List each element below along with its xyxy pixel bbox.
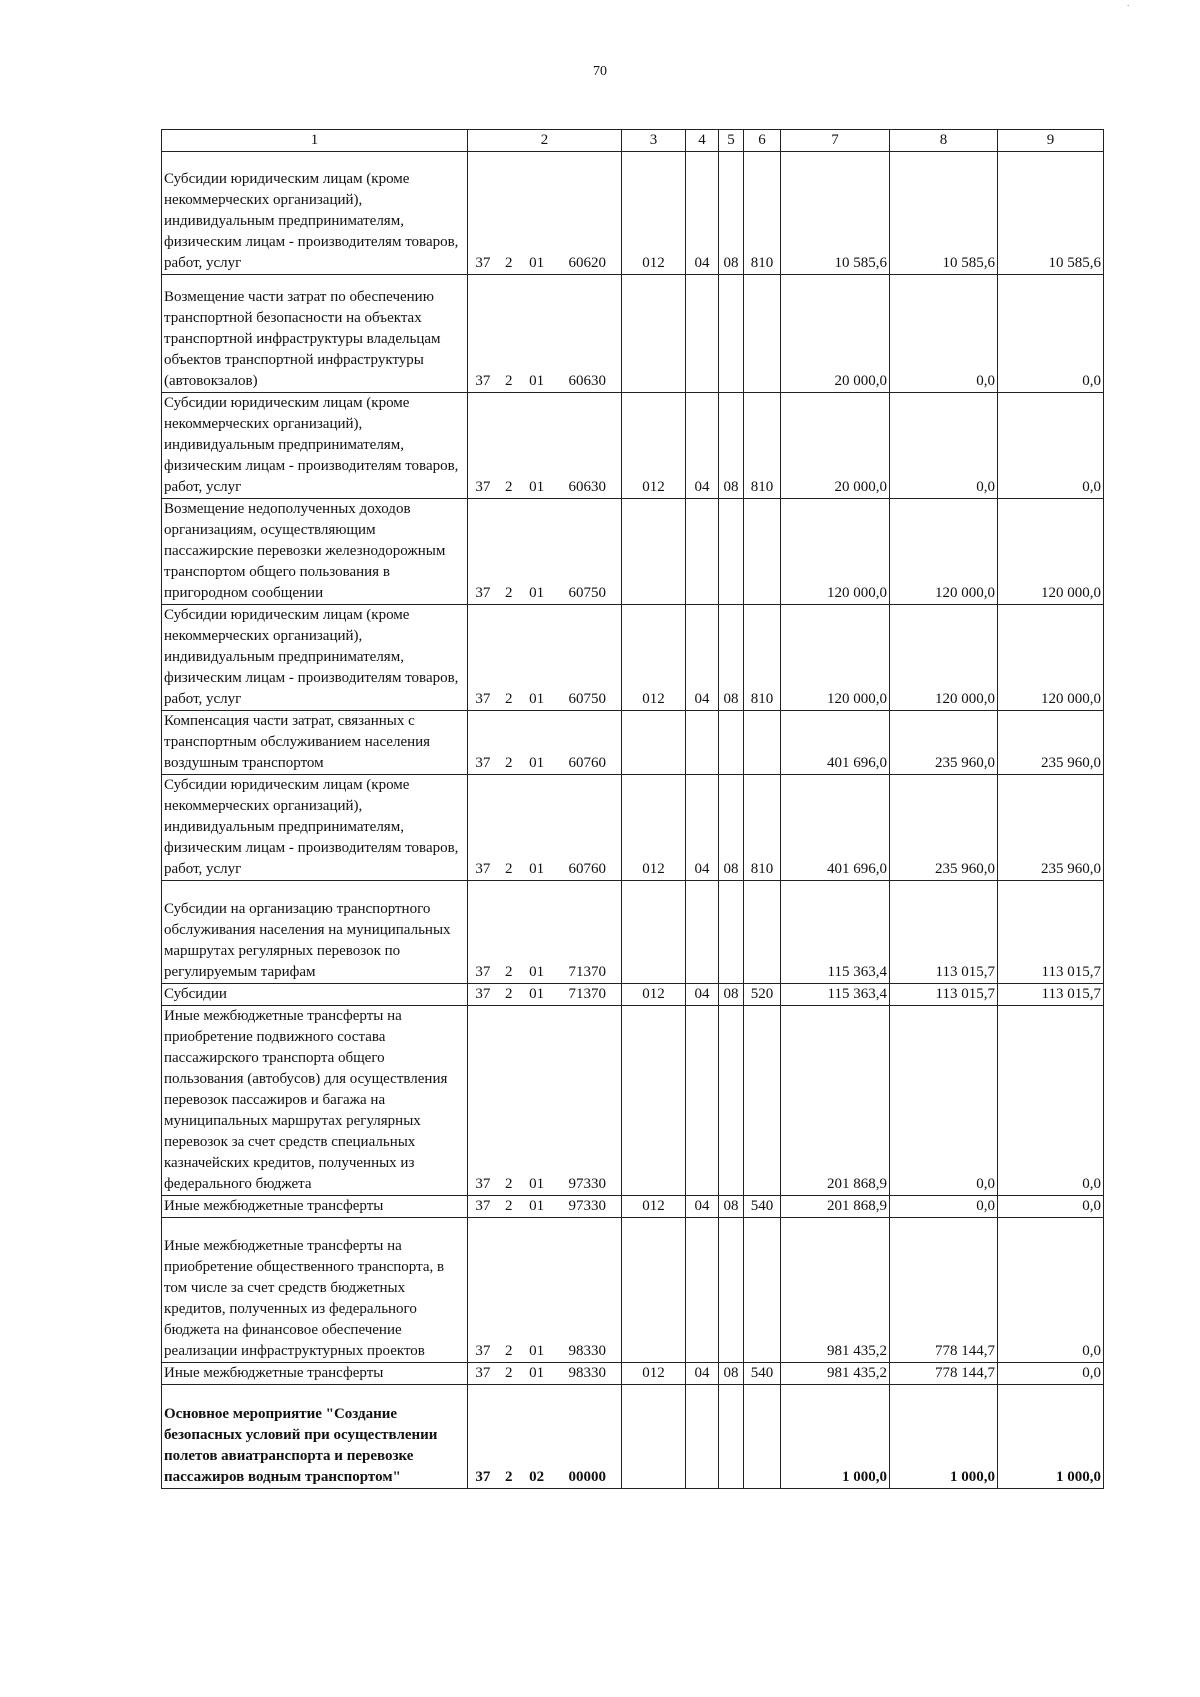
row-description: Субсидии юридическим лицам (кроме некоммерческих организаций), индивидуальным предпринимателям, физическим лицам - производителям товаров, работ, услуг [162, 605, 468, 711]
table-row [162, 711, 1104, 775]
row-col-4: 04 [686, 984, 719, 1006]
row-value-8: 778 144,7 [890, 1218, 998, 1363]
row-value-9: 1 000,0 [998, 1385, 1104, 1489]
code-part-k1: 37 [475, 755, 491, 771]
code-part-k3: 01 [529, 1343, 545, 1359]
row-value-7: 120 000,0 [781, 499, 890, 605]
row-col-3 [622, 1218, 686, 1363]
row-description: Субсидии юридическим лицам (кроме некоммерческих организаций), индивидуальным предпринимателям, физическим лицам - производителям товаров, работ, услуг [162, 775, 468, 881]
row-col-5: 08 [719, 393, 744, 499]
row-col-6 [744, 275, 781, 393]
header-cell: 3 [622, 130, 686, 152]
row-value-8: 113 015,7 [890, 984, 998, 1006]
code-part-k2: 2 [504, 1365, 513, 1381]
code-part-k3: 01 [529, 373, 545, 389]
row-description: Субсидии юридическим лицам (кроме некоммерческих организаций), индивидуальным предпринимателям, физическим лицам - производителям товаров, работ, услуг [162, 393, 468, 499]
row-col-5: 08 [719, 775, 744, 881]
row-col-6: 810 [744, 775, 781, 881]
code-part-k4: 60750 [568, 585, 606, 601]
row-col-6 [744, 1218, 781, 1363]
code-part-k1: 37 [475, 1365, 491, 1381]
row-value-8: 1 000,0 [890, 1385, 998, 1489]
row-value-8: 235 960,0 [890, 775, 998, 881]
row-col-3: 012 [622, 1363, 686, 1385]
row-code [468, 1196, 622, 1218]
code-part-k2: 2 [504, 1198, 513, 1214]
row-value-8: 778 144,7 [890, 1363, 998, 1385]
row-code [468, 775, 622, 881]
row-value-7: 981 435,2 [781, 1218, 890, 1363]
row-description: Иные межбюджетные трансферты на приобретение общественного транспорта, в том числе за счет средств бюджетных кредитов, полученных из федерального бюджета на финансовое обеспечение реализации инфраструктурных проектов [162, 1218, 468, 1363]
row-value-8: 0,0 [890, 1006, 998, 1196]
row-value-9: 113 015,7 [998, 984, 1104, 1006]
row-col-5 [719, 275, 744, 393]
row-col-6: 540 [744, 1363, 781, 1385]
row-col-5 [719, 1218, 744, 1363]
row-description: Субсидии юридическим лицам (кроме некоммерческих организаций), индивидуальным предпринимателям, физическим лицам - производителям товаров, работ, услуг [162, 152, 468, 275]
code-part-k2: 2 [504, 1469, 513, 1485]
row-value-8: 235 960,0 [890, 711, 998, 775]
table-row [162, 1006, 1104, 1196]
table-row [162, 605, 1104, 711]
header-cell: 4 [686, 130, 719, 152]
row-value-7: 10 585,6 [781, 152, 890, 275]
row-col-4: 04 [686, 605, 719, 711]
budget-table [161, 129, 1104, 1489]
code-part-k4: 60750 [568, 691, 606, 707]
table-row [162, 499, 1104, 605]
row-col-6 [744, 499, 781, 605]
code-part-k2: 2 [504, 255, 513, 271]
header-cell: 9 [998, 130, 1104, 152]
table-row [162, 881, 1104, 984]
row-code [468, 711, 622, 775]
code-part-k1: 37 [475, 1176, 491, 1192]
code-part-k2: 2 [504, 755, 513, 771]
row-description: Субсидии на организацию транспортного обслуживания населения на муниципальных маршрутах регулярных перевозок по регулируемым тарифам [162, 881, 468, 984]
header-cell: 8 [890, 130, 998, 152]
row-col-6 [744, 881, 781, 984]
table-row [162, 275, 1104, 393]
code-part-k3: 01 [529, 585, 545, 601]
row-col-5: 08 [719, 984, 744, 1006]
row-col-4 [686, 1218, 719, 1363]
code-part-k4: 97330 [568, 1198, 606, 1214]
row-col-4 [686, 275, 719, 393]
row-col-5 [719, 499, 744, 605]
code-part-k3: 01 [529, 964, 545, 980]
row-col-3: 012 [622, 984, 686, 1006]
scan-artifact: · [1126, 0, 1130, 12]
code-part-k4: 60630 [568, 479, 606, 495]
row-code [468, 605, 622, 711]
code-part-k3: 01 [529, 755, 545, 771]
code-part-k4: 71370 [568, 964, 606, 980]
row-col-5: 08 [719, 152, 744, 275]
row-description: Возмещение недополученных доходов организациям, осуществляющим пассажирские перевозки железнодорожным транспортом общего пользования в пригородном сообщении [162, 499, 468, 605]
row-col-6: 540 [744, 1196, 781, 1218]
code-part-k2: 2 [504, 479, 513, 495]
row-col-3: 012 [622, 775, 686, 881]
row-col-3: 012 [622, 605, 686, 711]
row-col-4 [686, 1385, 719, 1489]
code-part-k1: 37 [475, 479, 491, 495]
row-value-7: 401 696,0 [781, 711, 890, 775]
code-part-k4: 71370 [568, 986, 606, 1002]
row-code [468, 1006, 622, 1196]
row-value-7: 401 696,0 [781, 775, 890, 881]
row-value-9: 113 015,7 [998, 881, 1104, 984]
row-description: Субсидии [162, 984, 468, 1006]
row-value-9: 0,0 [998, 393, 1104, 499]
code-part-k1: 37 [475, 964, 491, 980]
row-col-5: 08 [719, 1196, 744, 1218]
row-code [468, 275, 622, 393]
table-row [162, 152, 1104, 275]
table-row [162, 1385, 1104, 1489]
row-col-4 [686, 499, 719, 605]
row-value-9: 235 960,0 [998, 775, 1104, 881]
row-col-4: 04 [686, 775, 719, 881]
code-part-k1: 37 [475, 986, 491, 1002]
row-code [468, 984, 622, 1006]
row-value-7: 20 000,0 [781, 393, 890, 499]
row-value-8: 120 000,0 [890, 605, 998, 711]
code-part-k4: 60630 [568, 373, 606, 389]
row-code [468, 881, 622, 984]
row-col-6: 520 [744, 984, 781, 1006]
code-part-k4: 60760 [568, 755, 606, 771]
row-col-3 [622, 499, 686, 605]
code-part-k4: 97330 [568, 1176, 606, 1192]
row-value-9: 0,0 [998, 1363, 1104, 1385]
row-col-4: 04 [686, 1196, 719, 1218]
row-col-3 [622, 1006, 686, 1196]
header-cell: 6 [744, 130, 781, 152]
row-code [468, 152, 622, 275]
table-row [162, 984, 1104, 1006]
row-value-7: 201 868,9 [781, 1196, 890, 1218]
table-row [162, 1196, 1104, 1218]
code-part-k4: 60760 [568, 861, 606, 877]
code-part-k1: 37 [475, 861, 491, 877]
row-value-8: 0,0 [890, 275, 998, 393]
code-part-k1: 37 [475, 1198, 491, 1214]
row-description: Иные межбюджетные трансферты [162, 1196, 468, 1218]
row-col-3 [622, 881, 686, 984]
code-part-k2: 2 [504, 1343, 513, 1359]
row-value-7: 120 000,0 [781, 605, 890, 711]
row-value-8: 10 585,6 [890, 152, 998, 275]
row-col-3 [622, 711, 686, 775]
code-part-k4: 98330 [568, 1343, 606, 1359]
code-part-k2: 2 [504, 986, 513, 1002]
row-col-3 [622, 1385, 686, 1489]
row-value-9: 0,0 [998, 275, 1104, 393]
row-value-8: 0,0 [890, 1196, 998, 1218]
row-col-3: 012 [622, 152, 686, 275]
row-description: Основное мероприятие "Создание безопасных условий при осуществлении полетов авиатранспорта и перевозке пассажиров водным транспортом" [162, 1385, 468, 1489]
row-col-6: 810 [744, 605, 781, 711]
code-part-k1: 37 [475, 373, 491, 389]
code-part-k2: 2 [504, 691, 513, 707]
row-code [468, 1218, 622, 1363]
code-part-k3: 01 [529, 1198, 545, 1214]
code-part-k3: 01 [529, 986, 545, 1002]
row-value-8: 120 000,0 [890, 499, 998, 605]
code-part-k2: 2 [504, 964, 513, 980]
code-part-k3: 01 [529, 479, 545, 495]
row-col-5: 08 [719, 1363, 744, 1385]
row-value-8: 113 015,7 [890, 881, 998, 984]
code-part-k2: 2 [504, 585, 513, 601]
header-cell: 2 [468, 130, 622, 152]
row-value-9: 10 585,6 [998, 152, 1104, 275]
row-value-7: 201 868,9 [781, 1006, 890, 1196]
code-part-k1: 37 [475, 585, 491, 601]
row-code [468, 393, 622, 499]
header-cell: 7 [781, 130, 890, 152]
code-part-k3: 01 [529, 1176, 545, 1192]
header-cell: 5 [719, 130, 744, 152]
row-value-9: 120 000,0 [998, 605, 1104, 711]
page-number: 70 [593, 64, 607, 79]
row-code [468, 1363, 622, 1385]
table-row [162, 775, 1104, 881]
code-part-k2: 2 [504, 373, 513, 389]
row-value-9: 0,0 [998, 1006, 1104, 1196]
row-col-3: 012 [622, 393, 686, 499]
row-col-4: 04 [686, 152, 719, 275]
table-row [162, 1218, 1104, 1363]
header-cell: 1 [162, 130, 468, 152]
row-col-4 [686, 881, 719, 984]
row-value-9: 0,0 [998, 1196, 1104, 1218]
row-col-3 [622, 275, 686, 393]
code-part-k3: 01 [529, 255, 545, 271]
row-col-4: 04 [686, 1363, 719, 1385]
row-value-9: 0,0 [998, 1218, 1104, 1363]
row-value-7: 115 363,4 [781, 881, 890, 984]
row-col-4 [686, 1006, 719, 1196]
code-part-k1: 37 [475, 1343, 491, 1359]
row-value-7: 20 000,0 [781, 275, 890, 393]
row-description: Возмещение части затрат по обеспечению транспортной безопасности на объектах транспортной инфраструктуры владельцам объектов транспортной инфраструктуры (автовокзалов) [162, 275, 468, 393]
code-part-k2: 2 [504, 1176, 513, 1192]
row-col-6 [744, 1385, 781, 1489]
code-part-k3: 01 [529, 691, 545, 707]
row-col-6 [744, 711, 781, 775]
row-col-6 [744, 1006, 781, 1196]
row-col-6: 810 [744, 393, 781, 499]
code-part-k1: 37 [475, 691, 491, 707]
row-code [468, 499, 622, 605]
row-col-6: 810 [744, 152, 781, 275]
table-row [162, 1363, 1104, 1385]
code-part-k3: 01 [529, 861, 545, 877]
code-part-k1: 37 [475, 1469, 491, 1485]
row-code [468, 1385, 622, 1489]
row-value-7: 981 435,2 [781, 1363, 890, 1385]
row-value-9: 120 000,0 [998, 499, 1104, 605]
row-col-4: 04 [686, 393, 719, 499]
row-value-8: 0,0 [890, 393, 998, 499]
code-part-k4: 98330 [568, 1365, 606, 1381]
header-row [162, 130, 1104, 152]
row-value-7: 1 000,0 [781, 1385, 890, 1489]
code-part-k2: 2 [504, 861, 513, 877]
row-col-5 [719, 711, 744, 775]
row-description: Компенсация части затрат, связанных с транспортным обслуживанием населения воздушным транспортом [162, 711, 468, 775]
row-description: Иные межбюджетные трансферты [162, 1363, 468, 1385]
row-col-5 [719, 1385, 744, 1489]
row-col-5: 08 [719, 605, 744, 711]
code-part-k1: 37 [475, 255, 491, 271]
row-value-9: 235 960,0 [998, 711, 1104, 775]
row-col-4 [686, 711, 719, 775]
code-part-k3: 01 [529, 1365, 545, 1381]
row-col-5 [719, 1006, 744, 1196]
code-part-k3: 02 [529, 1469, 545, 1485]
code-part-k4: 00000 [568, 1469, 606, 1485]
code-part-k4: 60620 [568, 255, 606, 271]
table-row [162, 393, 1104, 499]
row-value-7: 115 363,4 [781, 984, 890, 1006]
row-description: Иные межбюджетные трансферты на приобретение подвижного состава пассажирского транспорта общего пользования (автобусов) для осуществления перевозок пассажиров и багажа на муниципальных маршрутах регулярных перевозок за счет средств специальных казначейских кредитов, полученных из федерального бюджета [162, 1006, 468, 1196]
row-col-3: 012 [622, 1196, 686, 1218]
row-col-5 [719, 881, 744, 984]
